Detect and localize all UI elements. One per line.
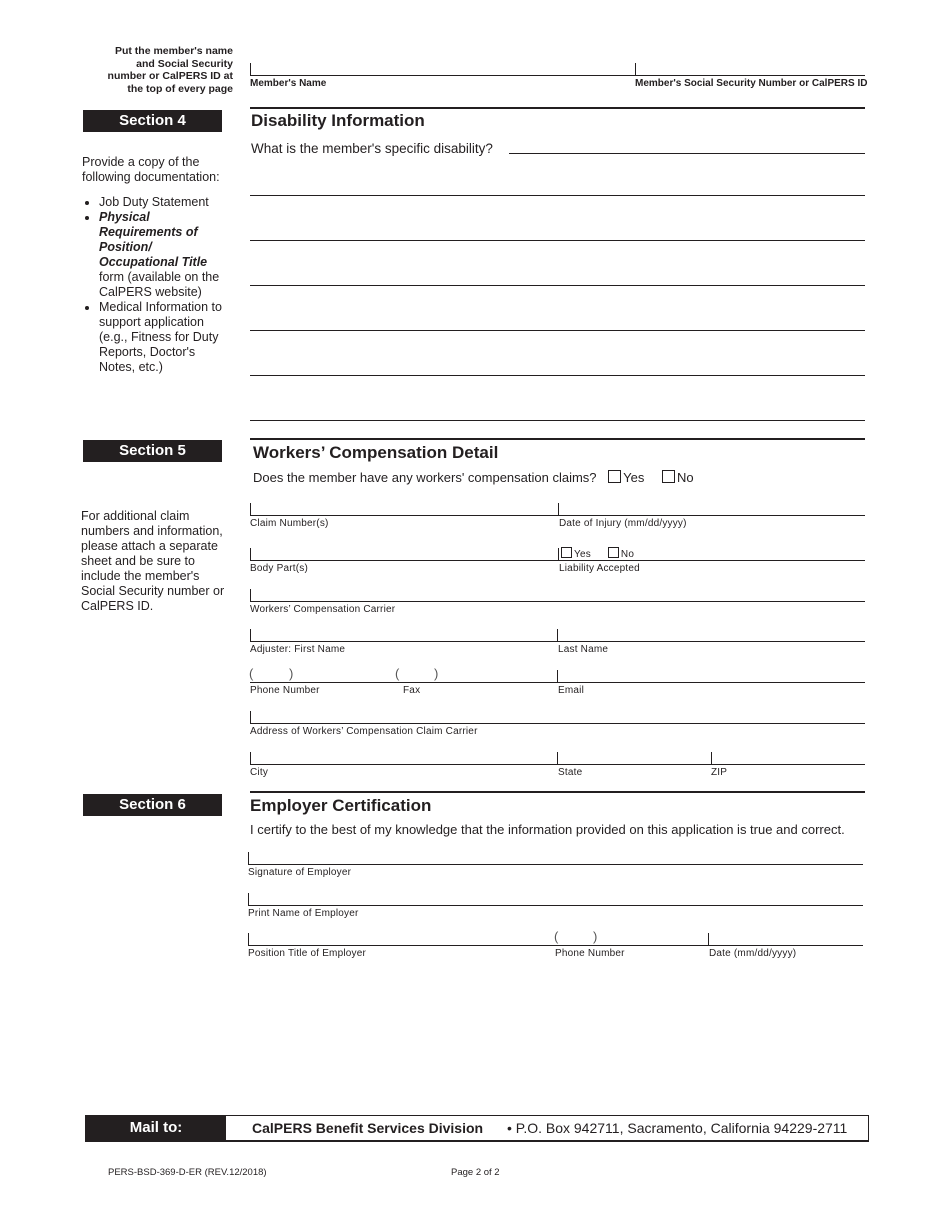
field-tick [248,893,249,905]
checkbox-icon[interactable] [662,470,675,483]
claim-number-label: Claim Number(s) [250,518,329,529]
liability-yes-option[interactable] [561,549,591,560]
claims-no-label: No [677,470,694,485]
city-label: City [250,767,269,778]
field-tick [250,548,251,560]
employer-date-label: Date (mm/dd/yyyy) [709,948,797,959]
section5-side-note: For additional claim numbers and information, please attach a separate sheet and be sure to include the member's Social Security number or CalPERS ID. [81,509,225,613]
form-id: PERS-BSD-369-D-ER (REV.12/2018) [108,1167,267,1178]
checkbox-icon[interactable] [561,547,572,558]
claims-no-option[interactable] [662,470,694,485]
section4-side-note [82,155,232,375]
member-name-field[interactable] [250,75,865,76]
checkbox-icon[interactable] [608,547,619,558]
mail-division: CalPERS Benefit Services Division [252,1120,484,1136]
disability-answer-line-6[interactable] [250,375,865,376]
disability-answer-line-7[interactable] [250,420,865,421]
member-name-label: Member's Name [250,78,327,89]
adjuster-fax-label: Fax [403,685,421,696]
employer-position-phone-date-field[interactable] [248,945,863,946]
hint-line: number or CalPERS ID at [107,70,233,82]
doc-item-text: Medical Information to support application (e.g., Fitness for Duty Reports, Doctor's Notes, etc.) [99,300,222,374]
member-id-tick [635,63,636,75]
adjuster-name-field[interactable] [250,641,865,642]
field-tick [557,670,558,682]
carrier-address-label: Address of Workers’ Compensation Claim Carrier [250,726,478,737]
claim-number-field[interactable] [250,515,865,516]
employer-position-label: Position Title of Employer [248,948,367,959]
section4-badge: Section 4 [83,110,222,132]
field-tick [711,752,712,764]
doc-item-text: Job Duty Statement [99,195,209,209]
field-tick [250,503,251,515]
phone-close-paren-icon: ) [289,666,294,681]
page-number: Page 2 of 2 [451,1167,500,1178]
section4-title: Disability Information [251,111,425,130]
claims-yes-option[interactable] [608,470,644,485]
hint-line: and Social Security [136,57,233,70]
field-tick [250,589,251,601]
section5-title: Workers’ Compensation Detail [253,443,499,462]
hint-line: the top of every page [127,82,233,95]
section6-rule [250,791,865,793]
carrier-label: Workers’ Compensation Carrier [250,604,396,615]
claims-question [253,470,694,485]
claims-question-text: Does the member have any workers' compensation claims? [253,470,597,485]
field-tick [248,933,249,945]
employer-signature-label: Signature of Employer [248,867,352,878]
carrier-address-field[interactable] [250,723,865,724]
checkbox-icon[interactable] [608,470,621,483]
hint-line: Put the member's name [114,45,233,57]
body-parts-field[interactable] [250,560,865,561]
section5-badge: Section 5 [83,440,222,462]
list-item [99,300,232,375]
carrier-field[interactable] [250,601,865,602]
employer-print-name-label: Print Name of Employer [248,908,359,919]
list-item [99,195,232,210]
member-id-label: Member's Social Security Number or CalPERS ID [635,78,868,89]
section6-badge: Section 6 [83,794,222,816]
field-tick [558,503,559,515]
liability-no-option[interactable] [608,549,634,560]
field-tick [250,711,251,723]
field-tick [557,752,558,764]
adjuster-first-name-label: Adjuster: First Name [250,644,346,655]
disability-question: What is the member's specific disability? [251,141,493,156]
list-item [99,210,232,300]
disability-answer-line-4[interactable] [250,285,865,286]
phone-fax-email-field[interactable] [250,682,865,683]
date-of-injury-label: Date of Injury (mm/dd/yyyy) [559,518,687,529]
state-label: State [558,767,583,778]
documentation-intro: Provide a copy of the following documentation: [82,155,220,184]
mail-to-box [85,1115,869,1142]
disability-answer-line-1[interactable] [509,153,865,154]
section5-rule [250,438,865,440]
field-tick [250,629,251,641]
disability-answer-line-2[interactable] [250,195,865,196]
doc-item-form-name: Physical Requirements of Position/ Occupational Title [99,210,208,269]
fax-open-paren-icon: ( [395,666,400,681]
section4-rule [250,107,865,109]
city-state-zip-field[interactable] [250,764,865,765]
field-tick [250,752,251,764]
fax-close-paren-icon: ) [434,666,439,681]
disability-answer-line-5[interactable] [250,330,865,331]
certification-statement: I certify to the best of my knowledge that the information provided on this application is true and correct. [250,822,845,837]
adjuster-email-label: Email [558,685,585,696]
section6-title: Employer Certification [250,796,432,815]
field-tick [708,933,709,945]
disability-answer-line-3[interactable] [250,240,865,241]
adjuster-last-name-label: Last Name [558,644,609,655]
header-instruction [90,45,233,95]
zip-label: ZIP [711,767,728,778]
employer-phone-label: Phone Number [555,948,625,959]
member-name-tick [250,63,251,75]
doc-item-text: form (available on the CalPERS website) [99,270,220,299]
body-parts-label: Body Part(s) [250,563,308,574]
employer-phone-close-paren-icon: ) [593,929,598,944]
documentation-list [82,195,232,375]
employer-phone-open-paren-icon: ( [554,929,559,944]
liability-no-label: No [620,549,635,560]
claims-yes-label: Yes [623,470,645,485]
field-tick [248,852,249,864]
phone-open-paren-icon: ( [249,666,254,681]
adjuster-phone-label: Phone Number [250,685,320,696]
mail-address: • P.O. Box 942711, Sacramento, California 94229-2711 [507,1120,848,1136]
employer-print-name-field[interactable] [248,905,863,906]
employer-signature-field[interactable] [248,864,863,865]
field-tick [557,629,558,641]
field-tick [558,548,559,560]
liability-accepted-label: Liability Accepted [559,563,640,574]
mail-to-label: Mail to: [86,1116,226,1140]
liability-options [561,547,634,560]
liability-yes-label: Yes [574,549,591,560]
